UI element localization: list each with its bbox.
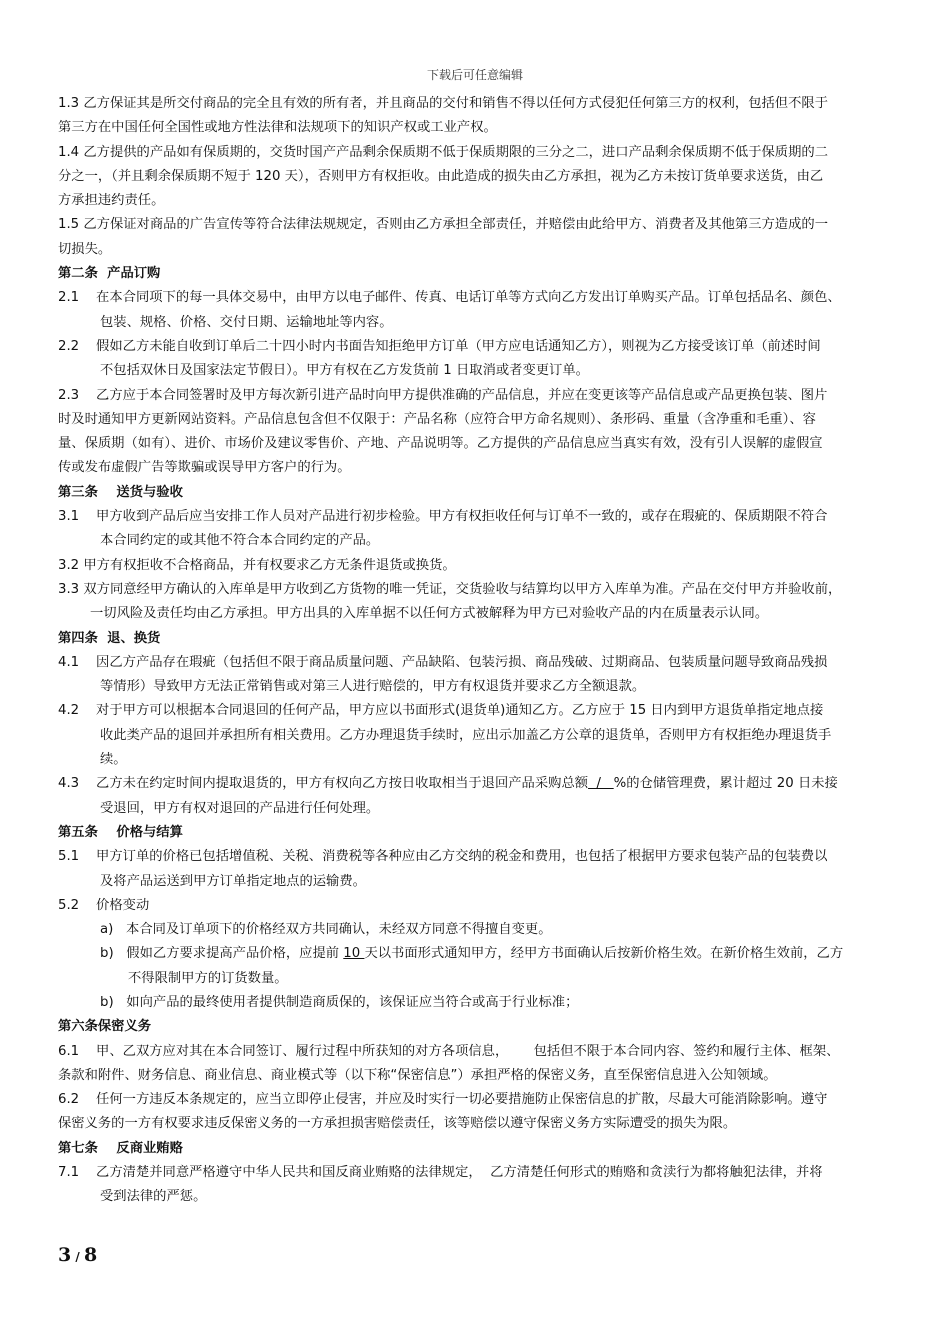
clause-1-3: 1.3 乙方保证其是所交付商品的完全且有效的所有者，并且商品的交付和销售不得以任何方式侵犯任何第三方的权利，包括但不限于 第三方在中国任何全国性或地方性法律和法规项下的知识产权或工业产权。 xyxy=(58,96,828,136)
clause-6-2: 6.2 任何一方违反本条规定的，应当立即停止侵害，并应及时实行一切必要措施防止保密信息的扩散，尽最大可能消除影响。遵守 保密义务的一方有权要求违反保密义务的一方承担损害赔偿责任，该等赔偿以遵守保密义务方实际遭受的损失为限。 xyxy=(58,1092,828,1132)
clause-2-1: 2.1 在本合同项下的每一具体交易中，由甲方以电子邮件、传真、电话订单等方式向乙方发出订单购买产品。订单包括品名、颜色、 包装、规格、价格、交付日期、运输地址等内容。 xyxy=(58,290,841,330)
section-heading-4: 第四条 退、换货 xyxy=(58,630,161,646)
clause-7-1: 7.1 乙方清楚并同意严格遵守中华人民共和国反商业贿赂的法律规定， 乙方清楚任何形式的贿赂和贪渎行为都将触犯法律，并将 受到法律的严惩。 xyxy=(58,1165,823,1205)
clause-3-1: 3.1 甲方收到产品后应当安排工作人员对产品进行初步检验。甲方有权拒收任何与订单不一致的，或存在瑕疵的、保质期限不符合 本合同约定的或其他不符合本合同约定的产品。 xyxy=(58,509,828,549)
section-heading-2: 第二条 产品订购 xyxy=(58,266,161,282)
clause-5-2: 5.2 价格变动 xyxy=(58,897,150,913)
clause-6-1: 6.1 甲、乙双方应对其在本合同签订、履行过程中所获知的对方各项信息， 包括但不限于本合同内容、签约和履行主体、框架、 条款和附件、财务信息、商业信息、商业模式等（以下称“保密信息”）承担严格的保密义务，直至保密信息进入公知领域。 xyxy=(58,1043,840,1083)
clause-4-1: 4.1 因乙方产品存在瑕疵（包括但不限于商品质量问题、产品缺陷、包装污损、商品残破、过期商品、包装质量问题导致商品残损 等情形）导致甲方无法正常销售或对第三人进行赔偿的，甲方有权退货并要求乙方全额退款。 xyxy=(58,654,828,695)
clause-4-3: 4.3 乙方未在约定时间内提取退货的，甲方有权向乙方按日收取相当于退回产品采购总额 / %的仓储管理费，累计超过 20 日未接 受退回，甲方有权对退回的产品进行任何处理。 xyxy=(58,776,838,816)
clause-2-3: 2.3 乙方应于本合同签署时及甲方每次新引进产品时向甲方提供准确的产品信息，并应在变更该等产品信息或产品更换包装、图片 时及时通知甲方更新网站资料。产品信息包含但不仅限于：产品名称（应符合甲方命名规则）、条形码、重量（含净重和毛重）、容 量、保质期（如有）、进价、市场价及建议零售价、产地、产品说明等。乙方提供的产品信息应当真实有效，没有引人误解的虚假宣 传或发布虚假广告等欺骗或误导甲方客户的行为。 xyxy=(58,387,828,476)
page-number: 3 / 8 xyxy=(58,1244,98,1266)
clause-4-2: 4.2 对于甲方可以根据本合同退回的任何产品，甲方应以书面形式(退货单)通知乙方。乙方应于 15 日内到甲方退货单指定地点接 收此类产品的退回并承担所有相关费用。乙方办理退货手续时，应出示加盖乙方公章的退货单，否则甲方有权拒绝办理退货手 续。 xyxy=(58,703,832,768)
sub-item-b: b) 假如乙方要求提高产品价格，应提前 10 天以书面形式通知甲方，经甲方书面确认后按新价格生效。在新价格生效前，乙方 不得限制甲方的订货数量。 xyxy=(100,946,844,986)
clause-5-1: 5.1 甲方订单的价格已包括增值税、关税、消费税等各种应由乙方交纳的税金和费用，也包括了根据甲方要求包装产品的包装费以 及将产品运送到甲方订单指定地点的运输费。 xyxy=(58,849,828,889)
clause-3-3: 3.3 双方同意经甲方确认的入库单是甲方收到乙方货物的唯一凭证，交货验收与结算均以甲方入库单为准。产品在交付甲方并验收前， 一切风险及责任均由乙方承担。甲方出具的入库单据不以任何方式被解释为甲方已对验收产品的内在质量表示认同。 xyxy=(58,581,842,622)
section-heading-7: 第七条 反商业贿赂 xyxy=(58,1140,183,1156)
page-header: 下载后可任意编辑 xyxy=(426,68,523,82)
clause-1-5: 1.5 乙方保证对商品的广告宣传等符合法律法规规定，否则由乙方承担全部责任，并赔偿由此给甲方、消费者及其他第三方造成的一 切损失。 xyxy=(58,217,828,257)
sub-item-b-warranty: b) 如向产品的最终使用者提供制造商质保的，该保证应当符合或高于行业标准； xyxy=(100,994,579,1010)
sub-item-a: a) 本合同及订单项下的价格经双方共同确认，未经双方同意不得擅自变更。 xyxy=(100,922,552,938)
section-heading-6: 第六条保密义务 xyxy=(58,1019,152,1035)
section-heading-5: 第五条 价格与结算 xyxy=(58,824,183,840)
clause-1-4: 1.4 乙方提供的产品如有保质期的，交货时国产产品剩余保质期不低于保质期限的三分之二，进口产品剩余保质期不低于保质期的二 分之一，（并且剩余保质期不短于 120 天），否则甲方有权拒收。由此造成的损失由乙方承担，视为乙方未按订货单要求送货，由乙 方承担违约责任。 xyxy=(58,144,828,209)
clause-3-2: 3.2 甲方有权拒收不合格商品，并有权要求乙方无条件退货或换货。 xyxy=(58,557,456,573)
document-body xyxy=(58,92,898,1210)
clause-2-2: 2.2 假如乙方未能自收到订单后二十四小时内书面告知拒绝甲方订单（甲方应电话通知乙方），则视为乙方接受该订单（前述时间 不包括双休日及国家法定节假日）。甲方有权在乙方发货前 1 日取消或者变更订单。 xyxy=(58,338,821,379)
notice-days-value: 10 xyxy=(343,946,365,962)
fee-rate-blank: / xyxy=(588,776,614,792)
section-heading-3: 第三条 送货与验收 xyxy=(58,484,183,500)
